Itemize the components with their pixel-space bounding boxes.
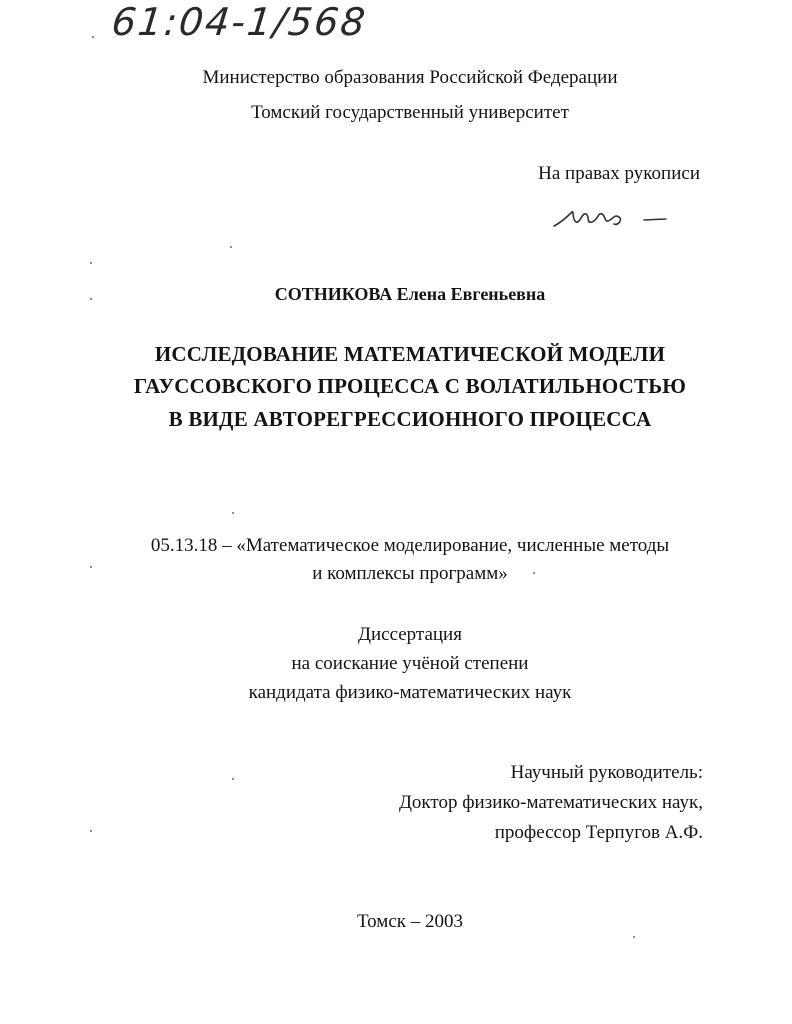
scan-speck bbox=[90, 262, 92, 264]
handwritten-archive-number: 61:04-1/568 bbox=[109, 0, 370, 44]
scan-speck bbox=[533, 572, 535, 574]
scan-speck bbox=[232, 512, 234, 514]
degree-line-1: Диссертация bbox=[358, 624, 462, 645]
dissertation-title-line-3: В ВИДЕ АВТОРЕГРЕССИОННОГО ПРОЦЕССА bbox=[168, 407, 652, 431]
scan-speck bbox=[232, 778, 234, 780]
degree-line-2: на соискание учёной степени bbox=[291, 653, 529, 674]
university-name: Томский государственный университет bbox=[251, 102, 569, 123]
supervisor-degree: Доктор физико-математических наук, bbox=[398, 792, 703, 813]
author-name: СОТНИКОВА Елена Евгеньевна bbox=[274, 284, 546, 304]
degree-line-3: кандидата физико-математических наук bbox=[248, 682, 572, 703]
dissertation-title-line-2: ГАУССОВСКОГО ПРОЦЕССА С ВОЛАТИЛЬНОСТЬЮ bbox=[133, 374, 687, 398]
specialty-line-2: и комплексы программ» bbox=[312, 563, 508, 584]
scan-speck bbox=[90, 566, 92, 568]
supervisor-label: Научный руководитель: bbox=[510, 762, 703, 783]
city-year: Томск – 2003 bbox=[356, 911, 463, 932]
dissertation-title-line-1: ИССЛЕДОВАНИЕ МАТЕМАТИЧЕСКОЙ МОДЕЛИ bbox=[154, 342, 666, 366]
scan-speck bbox=[633, 936, 635, 938]
scan-speck bbox=[90, 298, 92, 300]
ministry-name: Министерство образования Российской Федерации bbox=[202, 67, 618, 88]
scan-speck bbox=[230, 246, 232, 248]
signature-icon bbox=[548, 200, 678, 240]
scan-speck bbox=[90, 830, 92, 832]
specialty-line-1: 05.13.18 – «Математическое моделирование, численные методы bbox=[150, 535, 670, 556]
supervisor-name: профессор Терпугов А.Ф. bbox=[494, 822, 703, 843]
scan-speck bbox=[92, 36, 94, 38]
manuscript-rights-label: На правах рукописи bbox=[538, 163, 700, 184]
